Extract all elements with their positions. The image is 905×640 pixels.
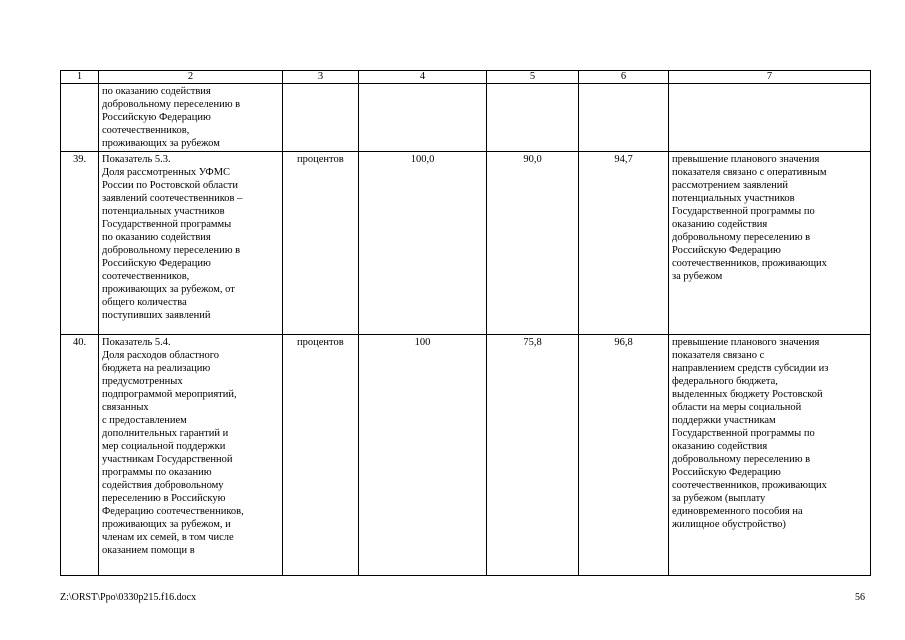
plan-value [359,84,487,152]
column-header: 3 [283,71,359,84]
report-table [60,70,871,576]
table-row [61,84,871,152]
file-path: Z:\ORST\Ppo\0330p215.f16.docx [60,592,197,603]
plan-value: 100 [359,335,487,576]
column-header: 5 [487,71,579,84]
row-number [61,84,99,152]
percent-value [579,84,669,152]
indicator-name: Показатель 5.3. Доля рассмотренных УФМС России по Ростовской области заявлений соотечественников – потенциальных участников Государственной программы по оказанию содействия добровольному переселению в Российскую Федерацию соотечественников, проживающих за рубежом, от общего количества поступивших заявлений [99,152,283,335]
indicator-name: по оказанию содействия добровольному переселению в Российскую Федерацию соотечественников, проживающих за рубежом [99,84,283,152]
column-header: 6 [579,71,669,84]
indicator-name: Показатель 5.4. Доля расходов областного бюджета на реализацию предусмотренных подпрограммой мероприятий, связанных с предоставлением дополнительных гарантий и мер социальной поддержки участникам Государственной программы по оказанию содействия добровольному переселению в Российскую Федерацию соотечественников, проживающих за рубежом, и членам их семей, в том числе оказанием помощи в [99,335,283,576]
table-row [61,152,871,335]
table-header-row [61,71,871,84]
fact-value: 90,0 [487,152,579,335]
column-header: 2 [99,71,283,84]
percent-value: 94,7 [579,152,669,335]
percent-value: 96,8 [579,335,669,576]
note-cell: превышение планового значения показателя связано с оперативным рассмотрением заявлений потенциальных участников Государственной программы по оказанию содействия добровольному переселению в Российскую Федерацию соотечественников, проживающих за рубежом [669,152,871,335]
column-header: 4 [359,71,487,84]
note-cell: превышение планового значения показателя связано с направлением средств субсидии из федерального бюджета, выделенных бюджету Ростовской области на меры социальной поддержки участникам Государственной программы по оказанию содействия добровольному переселению в Российскую Федерацию соотечественников, проживающих за рубежом (выплату единовременного пособия на жилищное обустройство) [669,335,871,576]
page-number: 56 [855,592,865,603]
unit-cell: процентов [283,335,359,576]
note-cell [669,84,871,152]
row-number: 40. [61,335,99,576]
row-number: 39. [61,152,99,335]
fact-value: 75,8 [487,335,579,576]
unit-cell [283,84,359,152]
column-header: 7 [669,71,871,84]
table-row [61,335,871,576]
fact-value [487,84,579,152]
column-header: 1 [61,71,99,84]
unit-cell: процентов [283,152,359,335]
plan-value: 100,0 [359,152,487,335]
